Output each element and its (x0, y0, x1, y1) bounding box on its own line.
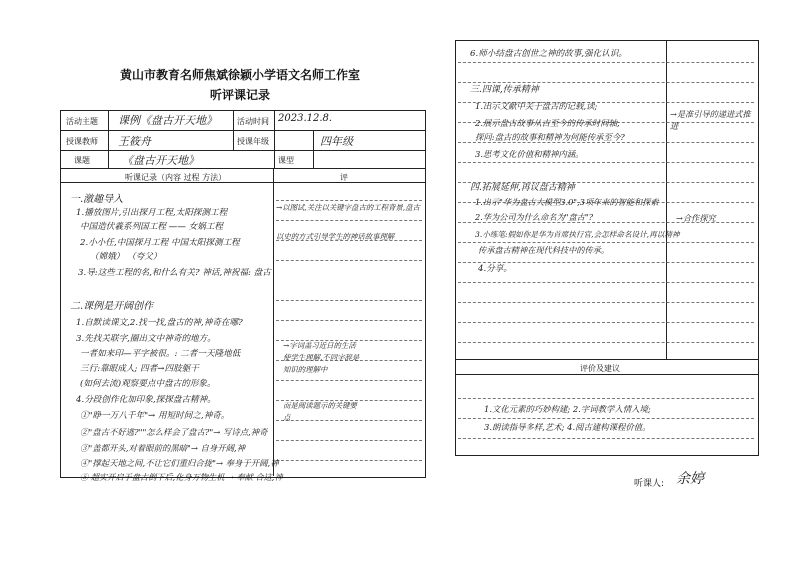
teacher-value: 王筱舟 (118, 135, 151, 148)
evaluation-section-title: 评价及建议 (580, 364, 620, 373)
signature: 余婷 (676, 471, 704, 487)
note-line: 6.师小结盘古创世之神的故事,强化认识。 (470, 49, 628, 59)
document-title: 黄山市教育名师焦斌徐颖小学语文名师工作室 (119, 68, 360, 82)
note-line: 3.小练笔:假如你是华为首席执行官,会怎样命名设计,再以精神 (475, 230, 680, 239)
note-line: 1.自默读课文,2.找一找,盘古的神,神奇在哪? (76, 318, 243, 328)
signature-label: 听课人: (634, 479, 665, 489)
teacher-label: 授课教师 (66, 137, 98, 146)
note-line: ③"盖都开头,对着眼前的黑暗"→ 自身开阔,神 (80, 443, 246, 453)
lesson-label: 课题 (74, 156, 90, 165)
lesson-value: 《盘古开天地》 (122, 154, 199, 167)
eval-comment: →合作探究 (676, 213, 716, 223)
note-line: 一者如来印—平字被很。: 二者一天隆地低 (80, 349, 241, 359)
record-header: 听课记录（内容 过程 方法） (125, 173, 227, 182)
note-line: 1.出示"华为盘古大模型3.0",3项年来的智能和探索 (475, 197, 659, 207)
note-line: 1.播放图片,引出探月工程,太阳探测工程 (76, 208, 228, 218)
suggestion-line: 3.朗读指导多样,艺术; 4.阅古建构课程价值。 (484, 422, 651, 432)
note-line: 三.四课,传承精神 (470, 85, 539, 95)
note-line: 一.激趣导入 (70, 194, 124, 205)
note-line: 中国造伏羲系列国工程 —— 女娲工程 (80, 222, 223, 232)
note-line: 3.先找关联字,圈出文中神奇的地方。 (76, 334, 216, 344)
type-label: 课型 (278, 156, 294, 165)
note-line: 三行:靠眼成人; 四者→四肢躯干 (80, 364, 199, 374)
note-line: 2.展示盘古故事从古至今的传承时间轴, (475, 118, 620, 128)
grade-value: 四年级 (320, 135, 353, 148)
note-line: 四.拓展延伸,再议盘古精神 (470, 183, 575, 193)
note-line: 4.分段创作化加印象,探探盘古精神。 (76, 395, 216, 405)
eval-comment: →以图试,关注以关键字盘古的工程背景,盘古 (276, 203, 420, 212)
note-line: 二.课例是开阔创作 (70, 301, 154, 312)
note-line: ①"睁一万八千年"→ 用短时间之,神奇。 (80, 411, 230, 421)
note-line: 3.思考文化价值和精神内涵。 (475, 149, 584, 159)
eval-comment: 而是阅读题示的关键要点 (283, 401, 357, 422)
note-line: ②"盘古不好逃?""怎么样会了盘古?"→ 写诗点,神奇 (80, 427, 268, 437)
topic-value: 课例《盘古开天地》 (118, 114, 217, 127)
note-line: 3.导:这些工程的名,和什么有关? 神话,神祝福: 盘古 (78, 268, 271, 278)
eval-comment: 以史的方式引导学生的神话故事理解 (276, 232, 395, 241)
note-line: 传承盘古精神在现代科技中的传承。 (478, 245, 610, 255)
record-table (60, 110, 426, 478)
time-value: 2023.12.8. (278, 113, 333, 124)
note-line: 探问:盘古的故事和精神为何能传承至今? (475, 132, 625, 142)
document-subtitle: 听评课记录 (209, 88, 270, 102)
eval-comment: →是准引导的递进式推进 (670, 109, 751, 131)
note-line: ⑤ 超实开启于盘古倒下后,化身万物生机 → 奉献 合这,神 (80, 472, 283, 482)
eval-header: 评 (340, 173, 348, 182)
note-line: (如何去流)观察要点中盘古的形象。 (80, 379, 216, 389)
note-line: 1.出示文献中关于盘古的记载,读; (475, 101, 598, 111)
note-line: 2.华为公司为什么命名为"盘古"? (475, 212, 593, 222)
eval-comment: →字词盖习近日的生活使学生理解,不同字辞是知识的理解中 (283, 341, 360, 374)
grade-label: 授课年级 (237, 137, 269, 146)
note-line: 2.小小任,中国探月工程 中国太阳探测工程 (80, 238, 240, 248)
time-label: 活动时间 (237, 117, 269, 126)
note-line: 4.分享。 (478, 264, 512, 274)
note-line: ④"撑起天地之间,不让它们重归合拢"→ 奉身于开阔,神 (80, 458, 279, 468)
topic-label: 活动主题 (66, 117, 98, 126)
note-line: （嫦娥） （夸父） (90, 252, 162, 262)
suggestion-line: 1.文化元素的巧妙构建; 2.字词教学入情入境; (484, 404, 651, 414)
